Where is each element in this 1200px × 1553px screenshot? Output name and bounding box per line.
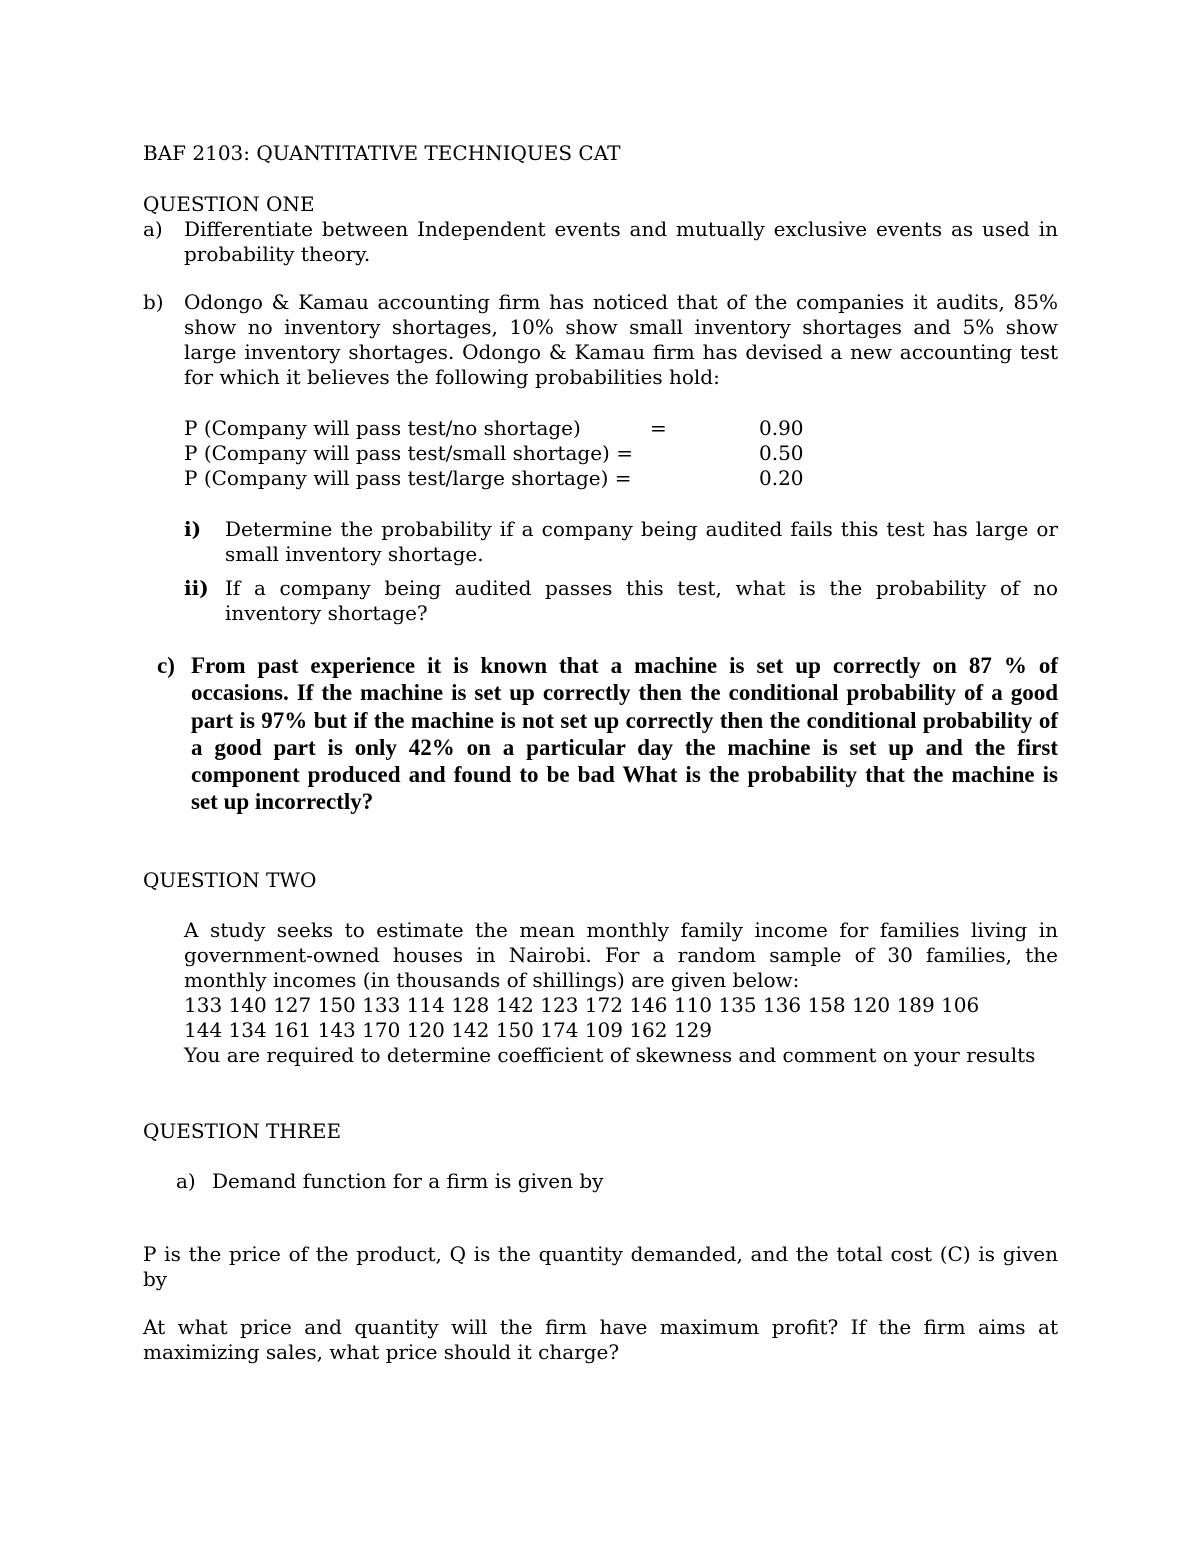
document-title: BAF 2103: QUANTITATIVE TECHNIQUES CAT	[143, 141, 621, 165]
q3-price-definition: P is the price of the product, Q is the quantity demanded, and the total cost (C) is given by	[143, 1242, 1058, 1291]
q3-part-a-text: Demand function for a firm is given by	[212, 1169, 604, 1193]
income-data-line-2: 144 134 161 143 170 120 142 150 174 109 162 129	[184, 1018, 713, 1042]
probability-expression: P (Company will pass test/no shortage)	[184, 416, 581, 440]
question-one-part-c	[157, 652, 1058, 816]
probability-row-large-shortage	[184, 466, 884, 491]
probability-expression: P (Company will pass test/small shortage) =	[184, 441, 633, 465]
q3-final-question: At what price and quantity will the firm have maximum profit? If the firm aims at maximizing sales, what price should it charge?	[143, 1315, 1058, 1364]
q3-part-a-label: a)	[176, 1169, 196, 1193]
question-two-heading: QUESTION TWO	[143, 868, 317, 892]
probability-row-no-shortage	[184, 416, 884, 441]
part-b-label: b)	[143, 290, 164, 314]
question-three-heading: QUESTION THREE	[143, 1119, 342, 1143]
part-a-label: a)	[143, 217, 163, 241]
question-three-part-a	[176, 1169, 1058, 1194]
question-one-part-a	[143, 217, 1058, 267]
part-i-text: Determine the probability if a company being audited fails this test has large or small inventory shortage.	[225, 517, 1058, 566]
question-one-part-b	[143, 290, 1058, 390]
part-c-text: From past experience it is known that a machine is set up correctly on 87 % of occasions. If the machine is set up correctly then the conditional probability of a good part is 97% but if the machine is not set up correctly then the conditional probability of a good part is only 42% on a particular day the machine is set up and the first component produced and found to be bad What is the probability that the machine is set up incorrectly?	[191, 653, 1058, 815]
question-two-instruction: You are required to determine coefficient of skewness and comment on your results	[184, 1043, 1036, 1067]
question-one-heading: QUESTION ONE	[143, 192, 315, 216]
probability-value: 0.50	[759, 441, 804, 465]
part-b-text: Odongo & Kamau accounting firm has noticed that of the companies it audits, 85% show no inventory shortages, 10% show small inventory shortages and 5% show large inventory shortages. Odongo & Kamau firm has devised a new accounting test for which it believes the following probabilities hold:	[184, 290, 1058, 389]
equals-sign: =	[650, 416, 667, 440]
part-ii-text: If a company being audited passes this test, what is the probability of no inventory shortage?	[225, 576, 1058, 625]
part-ii-label: ii)	[184, 576, 209, 600]
probability-expression: P (Company will pass test/large shortage) =	[184, 466, 632, 490]
income-data-line-1: 133 140 127 150 133 114 128 142 123 172 146 110 135 136 158 120 189 106	[184, 993, 980, 1017]
part-c-label: c)	[157, 653, 175, 678]
probability-value: 0.90	[759, 416, 804, 440]
question-one-part-b-i	[184, 517, 1058, 567]
question-two-intro: A study seeks to estimate the mean monthly family income for families living in government-owned houses in Nairobi. For a random sample of 30 families, the monthly incomes (in thousands of shillings) are given below:	[184, 918, 1058, 992]
probability-row-small-shortage	[184, 441, 884, 466]
probability-value: 0.20	[759, 466, 804, 490]
part-i-label: i)	[184, 517, 202, 541]
question-one-part-b-ii	[184, 576, 1058, 626]
part-a-text: Differentiate between Independent events and mutually exclusive events as used in probability theory.	[184, 217, 1058, 266]
